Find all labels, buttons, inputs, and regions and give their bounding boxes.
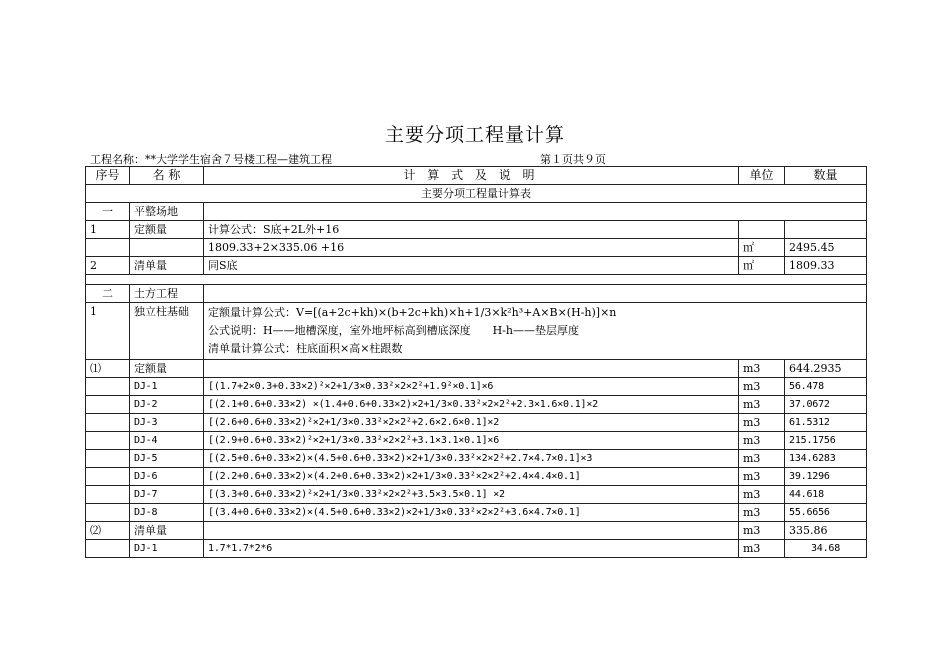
row-name: DJ-3 xyxy=(130,414,204,432)
row-no: 1 xyxy=(86,221,130,239)
row-no xyxy=(86,504,130,522)
section-row xyxy=(86,203,867,221)
row-qty: 134.6283 xyxy=(785,450,867,468)
row-formula: [(1.7+2×0.3+0.33×2)²×2+1/3×0.33²×2×2²+1.9²×0.1]×6 xyxy=(204,378,739,396)
blank-row xyxy=(86,275,867,285)
row-formula: 计算公式：S底+2L外+16 xyxy=(204,221,739,239)
row-unit: m3 xyxy=(739,468,785,486)
row-name: 独立柱基础 xyxy=(130,303,204,360)
table-row xyxy=(86,450,867,468)
row-unit xyxy=(739,221,785,239)
project-name: 工程名称：**大学学生宿舍７号楼工程—建筑工程 xyxy=(90,153,332,166)
row-no xyxy=(86,468,130,486)
header-unit: 单位 xyxy=(739,167,785,185)
row-qty: 55.6656 xyxy=(785,504,867,522)
row-qty: 34.68 xyxy=(785,540,867,558)
row-no xyxy=(86,432,130,450)
empty-cell xyxy=(204,285,867,303)
page-title: 主要分项工程量计算 xyxy=(384,124,565,146)
row-formula xyxy=(204,360,739,378)
table-row xyxy=(86,221,867,239)
row-no xyxy=(86,486,130,504)
row-formula: [(2.9+0.6+0.33×2)²×2+1/3×0.33²×2×2²+3.1×3.1×0.1]×6 xyxy=(204,432,739,450)
quantity-table xyxy=(85,166,867,558)
row-name: 清单量 xyxy=(130,522,204,540)
row-no xyxy=(86,540,130,558)
row-formula: 1.7*1.7*2*6 xyxy=(204,540,739,558)
row-qty: 61.5312 xyxy=(785,414,867,432)
table-row xyxy=(86,486,867,504)
section-name: 平整场地 xyxy=(130,203,204,221)
row-qty: 2495.45 xyxy=(785,239,867,257)
row-name: DJ-1 xyxy=(130,378,204,396)
formula-line: 定额量计算公式：V=[(a+2c+kh)×(b+2c+kh)×h+1/3×k²h³+A×B×(H-h)]×n xyxy=(208,306,617,319)
table-caption-row xyxy=(86,185,867,203)
formula-line: 清单量计算公式：柱底面积×高×柱跟数 xyxy=(208,342,403,355)
empty-cell xyxy=(204,203,867,221)
row-unit: m3 xyxy=(739,378,785,396)
row-unit: ㎡ xyxy=(739,257,785,275)
row-qty xyxy=(785,221,867,239)
table-row xyxy=(86,504,867,522)
row-no: 1 xyxy=(86,303,130,360)
row-qty: 37.0672 xyxy=(785,396,867,414)
formula-notes xyxy=(204,303,867,360)
section-row xyxy=(86,285,867,303)
table-row xyxy=(86,414,867,432)
row-qty: 44.618 xyxy=(785,486,867,504)
empty-cell xyxy=(86,275,867,285)
row-formula: [(2.2+0.6+0.33×2)×(4.2+0.6+0.33×2)×2+1/3×0.33²×2×2²+2.4×4.4×0.1] xyxy=(204,468,739,486)
row-unit: m3 xyxy=(739,486,785,504)
table-row xyxy=(86,468,867,486)
formula-line: 公式说明：H——地槽深度，室外地坪标高到槽底深度 H-h——垫层厚度 xyxy=(208,324,579,337)
header-no: 序号 xyxy=(86,167,130,185)
row-formula: 同S底 xyxy=(204,257,739,275)
row-qty: 644.2935 xyxy=(785,360,867,378)
row-no: 2 xyxy=(86,257,130,275)
table-row xyxy=(86,522,867,540)
row-name: 定额量 xyxy=(130,360,204,378)
row-unit: m3 xyxy=(739,414,785,432)
table-row xyxy=(86,360,867,378)
row-no: ⑵ xyxy=(86,522,130,540)
row-formula: [(3.3+0.6+0.33×2)²×2+1/3×0.33²×2×2²+3.5×3.5×0.1] ×2 xyxy=(204,486,739,504)
row-formula: 1809.33+2×335.06 +16 xyxy=(204,239,739,257)
row-formula: [(3.4+0.6+0.33×2)×(4.5+0.6+0.33×2)×2+1/3×0.33²×2×2²+3.6×4.7×0.1] xyxy=(204,504,739,522)
section-no: 一 xyxy=(86,203,130,221)
row-unit: m3 xyxy=(739,540,785,558)
table-row xyxy=(86,540,867,558)
table-row xyxy=(86,257,867,275)
row-unit: m3 xyxy=(739,504,785,522)
row-formula: [(2.5+0.6+0.33×2)×(4.5+0.6+0.33×2)×2+1/3×0.33²×2×2²+2.7×4.7×0.1]×3 xyxy=(204,450,739,468)
header-formula: 计 算 式 及 说 明 xyxy=(204,167,739,185)
row-name: 定额量 xyxy=(130,221,204,239)
row-no xyxy=(86,396,130,414)
row-unit: m3 xyxy=(739,450,785,468)
row-no xyxy=(86,239,130,257)
row-name: DJ-7 xyxy=(130,486,204,504)
row-formula: [(2.6+0.6+0.33×2)²×2+1/3×0.33²×2×2²+2.6×2.6×0.1]×2 xyxy=(204,414,739,432)
row-unit: m3 xyxy=(739,396,785,414)
row-name: 清单量 xyxy=(130,257,204,275)
row-qty: 335.86 xyxy=(785,522,867,540)
table-row xyxy=(86,303,867,360)
section-name: 土方工程 xyxy=(130,285,204,303)
row-qty: 1809.33 xyxy=(785,257,867,275)
row-name xyxy=(130,239,204,257)
row-no: ⑴ xyxy=(86,360,130,378)
header-qty: 数量 xyxy=(785,167,867,185)
row-qty: 215.1756 xyxy=(785,432,867,450)
table-row xyxy=(86,239,867,257)
row-no xyxy=(86,450,130,468)
table-row xyxy=(86,432,867,450)
header-name: 名 称 xyxy=(130,167,204,185)
row-qty: 56.478 xyxy=(785,378,867,396)
table-row xyxy=(86,396,867,414)
row-name: DJ-1 xyxy=(130,540,204,558)
row-name: DJ-6 xyxy=(130,468,204,486)
row-name: DJ-2 xyxy=(130,396,204,414)
row-name: DJ-5 xyxy=(130,450,204,468)
row-unit: ㎡ xyxy=(739,239,785,257)
section-no: 二 xyxy=(86,285,130,303)
row-qty: 39.1296 xyxy=(785,468,867,486)
row-formula xyxy=(204,522,739,540)
table-row xyxy=(86,378,867,396)
row-unit: m3 xyxy=(739,360,785,378)
row-unit: m3 xyxy=(739,522,785,540)
table-header-row xyxy=(86,167,867,185)
row-no xyxy=(86,414,130,432)
page-number: 第１页共９页 xyxy=(540,153,606,166)
table-caption: 主要分项工程量计算表 xyxy=(86,185,867,203)
row-unit: m3 xyxy=(739,432,785,450)
row-no xyxy=(86,378,130,396)
row-name: DJ-4 xyxy=(130,432,204,450)
row-name: DJ-8 xyxy=(130,504,204,522)
row-formula: [(2.1+0.6+0.33×2) ×(1.4+0.6+0.33×2)×2+1/3×0.33²×2×2²+2.3×1.6×0.1]×2 xyxy=(204,396,739,414)
